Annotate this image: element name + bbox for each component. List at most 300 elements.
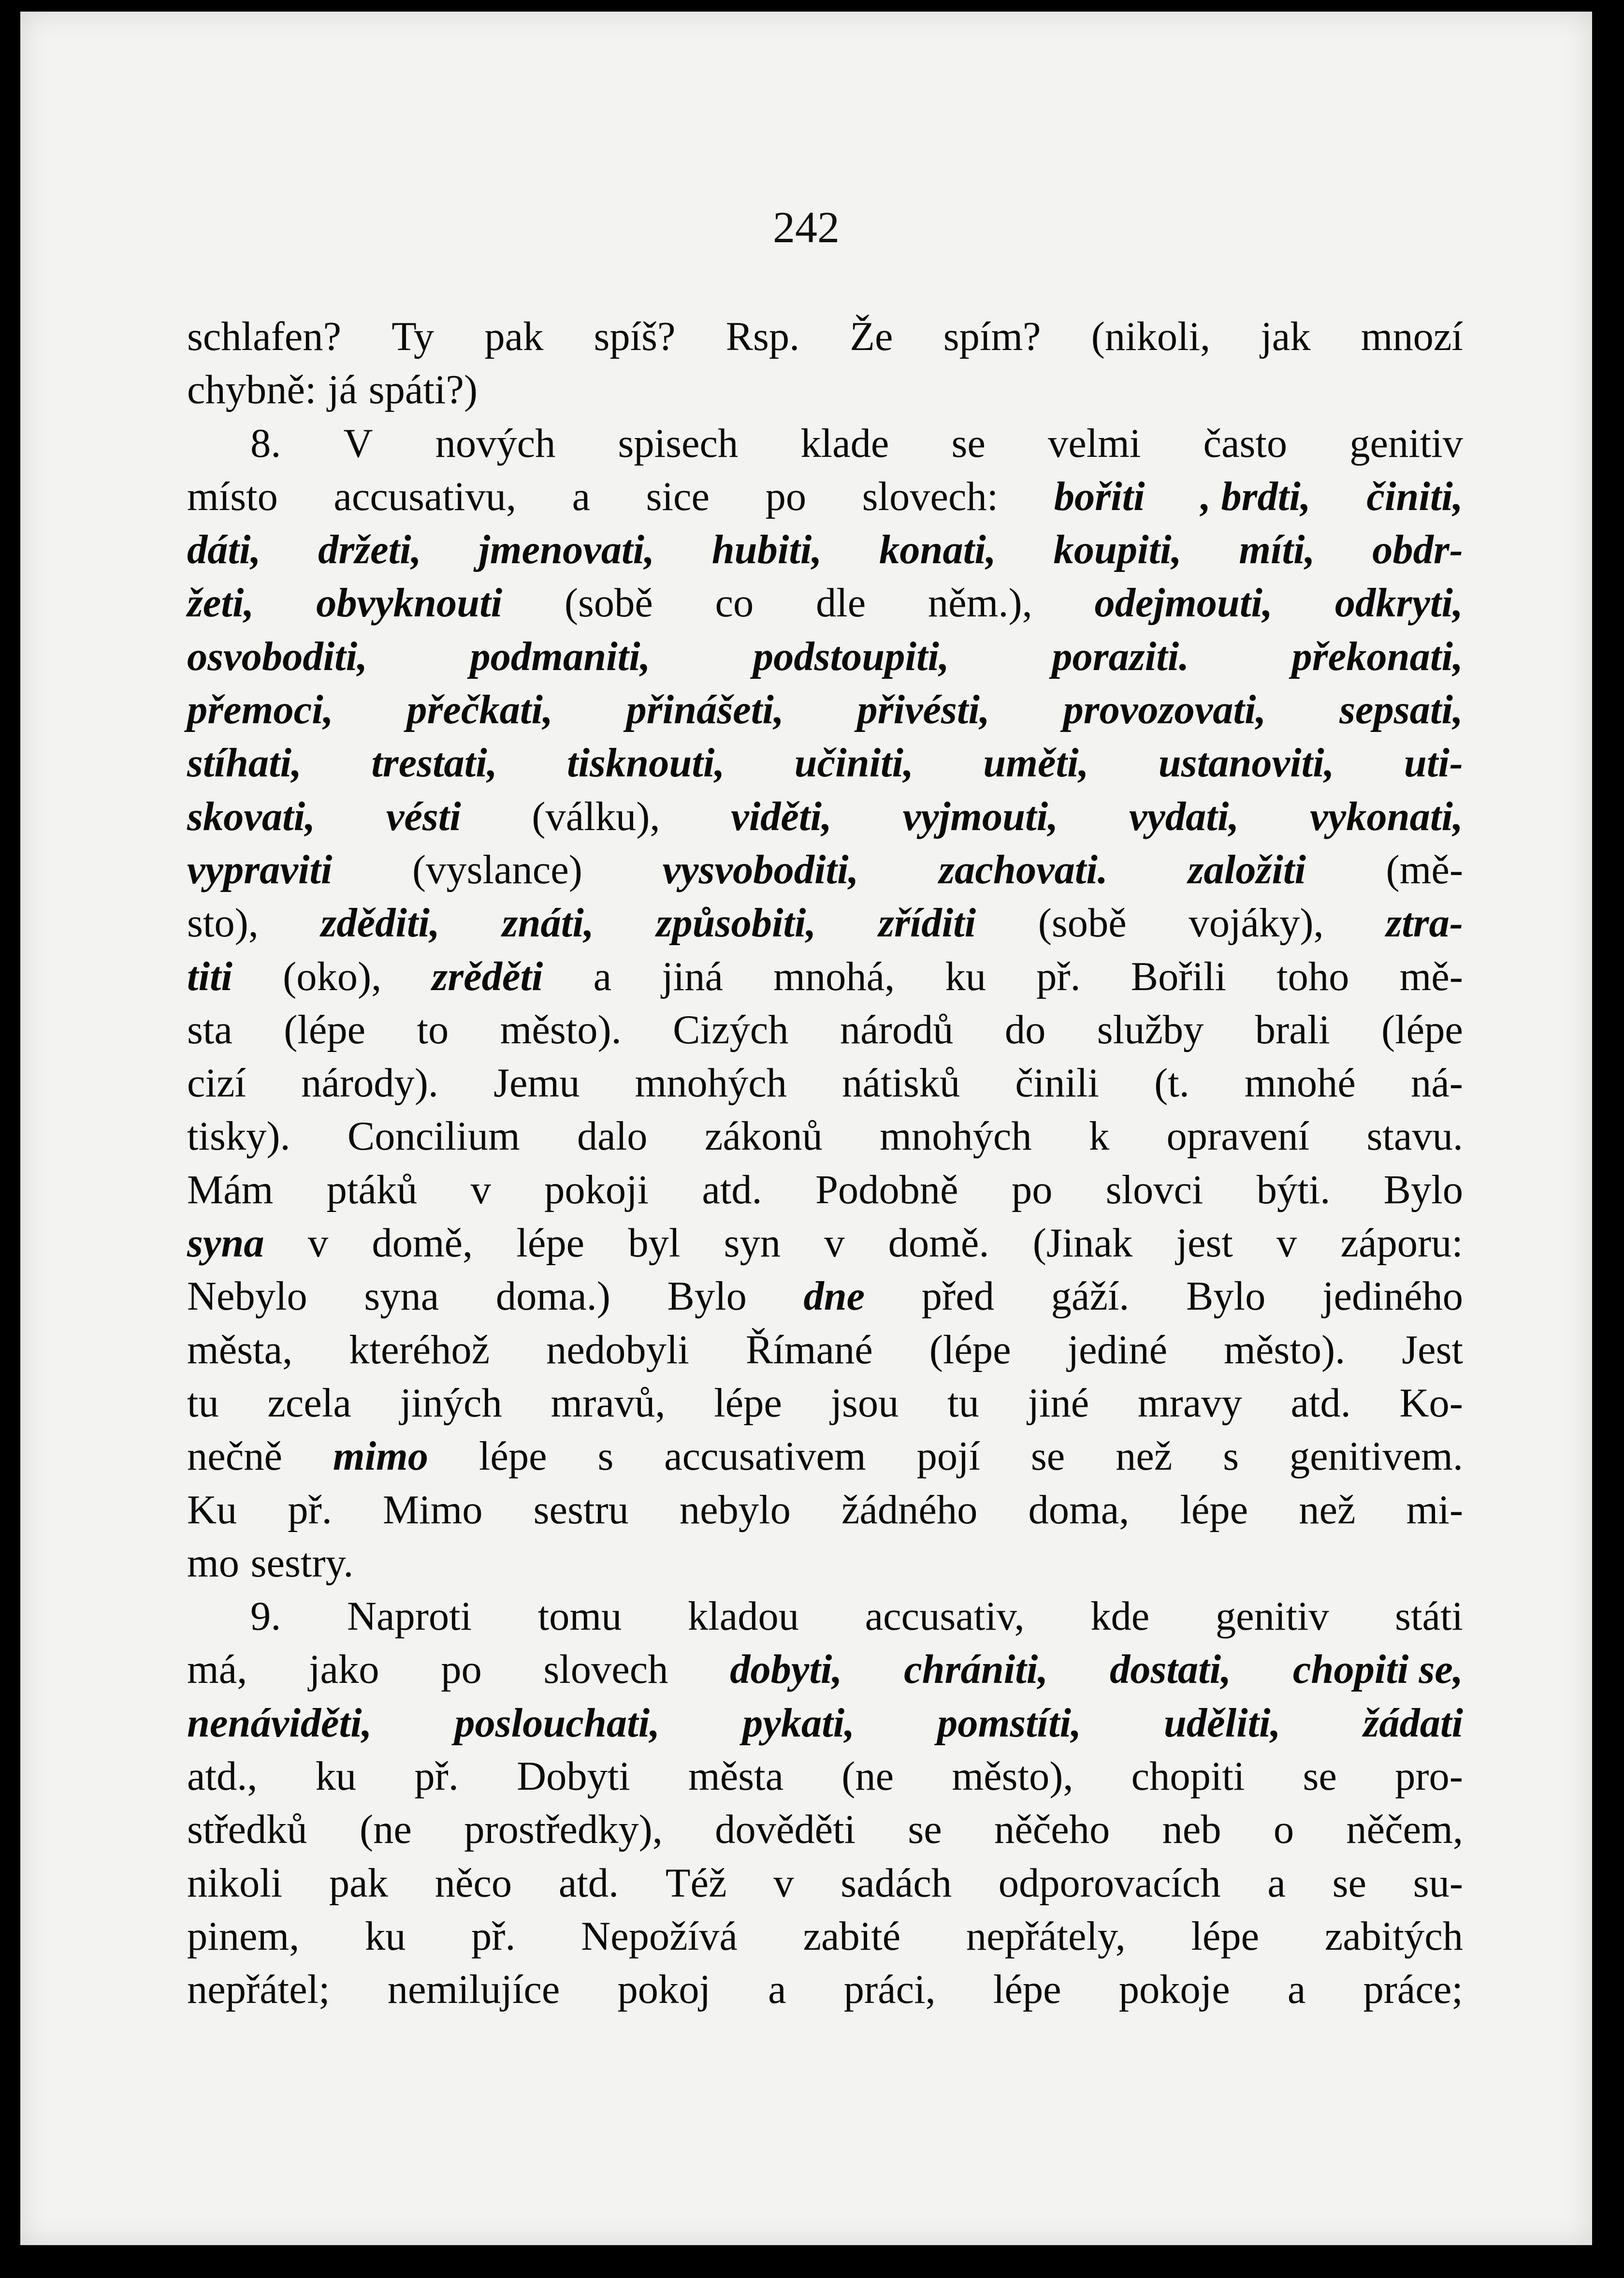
italic-word: dáti, — [187, 527, 261, 573]
word: kteréhož — [349, 1327, 490, 1373]
word: pokoji — [544, 1167, 649, 1212]
word: nebylo — [679, 1487, 791, 1533]
italic-word: mimo — [333, 1434, 429, 1479]
word: domě, — [372, 1221, 473, 1266]
word: Jemu — [493, 1061, 580, 1106]
word: s — [1223, 1434, 1239, 1479]
text-line — [187, 950, 1463, 1004]
word: záporu: — [1340, 1221, 1463, 1266]
word: o — [1273, 1807, 1294, 1853]
word: Podobně — [815, 1167, 958, 1212]
word: ná- — [1411, 1061, 1463, 1106]
word: práci, — [843, 1967, 936, 2013]
word: gáží. — [1051, 1274, 1130, 1319]
text-line — [187, 844, 1463, 897]
italic-word: vypraviti — [187, 847, 333, 892]
italic-word: poraziti. — [1052, 634, 1189, 679]
word: a — [572, 474, 591, 519]
word: mnozí — [1361, 314, 1463, 359]
word: (Jinak — [1032, 1221, 1133, 1266]
italic-word: přivésti, — [857, 687, 990, 733]
word: nátisků — [842, 1061, 960, 1106]
page-number: 242 — [773, 203, 840, 252]
word: kladou — [688, 1594, 799, 1639]
italic-word: učiniti, — [794, 741, 914, 786]
word: mnohých — [635, 1061, 787, 1106]
word: sestry. — [250, 1540, 354, 1586]
italic-word: trestati, — [371, 741, 497, 786]
word: sice — [646, 474, 710, 519]
word: (lépe — [1381, 1007, 1463, 1052]
text-line — [187, 790, 1463, 844]
word: genitivem. — [1289, 1434, 1463, 1479]
word: národy). — [301, 1061, 438, 1106]
word: zabité — [803, 1913, 901, 1959]
word: pokoje — [1118, 1967, 1230, 2013]
word: města — [688, 1754, 784, 1799]
italic-word: vysvoboditi, — [662, 847, 859, 892]
word: lépe — [478, 1434, 547, 1479]
word: lépe — [1191, 1913, 1260, 1959]
word: Ko- — [1399, 1380, 1463, 1426]
word: po — [1011, 1167, 1053, 1212]
word: lépe — [1180, 1487, 1248, 1533]
word: práce; — [1363, 1967, 1463, 2013]
word: př. — [414, 1754, 459, 1799]
text-line — [187, 1217, 1463, 1270]
italic-word: míti, — [1239, 527, 1315, 573]
body-text — [187, 310, 1463, 2017]
word: př. — [1036, 954, 1081, 999]
word: jiná — [662, 954, 723, 999]
word: něco — [435, 1860, 512, 1906]
italic-word: koupiti, — [1053, 527, 1182, 573]
italic-word: obdr- — [1372, 527, 1463, 573]
italic-word: hubiti, — [711, 527, 822, 573]
italic-word: nenáviděti, — [187, 1700, 372, 1746]
text-line — [187, 684, 1463, 737]
italic-word: , brdti, — [1201, 474, 1311, 519]
word: často — [1203, 421, 1288, 466]
word: před — [921, 1274, 994, 1319]
word: po — [765, 474, 807, 519]
word: vojáky), — [1189, 901, 1324, 946]
word: genitiv — [1215, 1594, 1329, 1639]
italic-word: zachovati. — [939, 847, 1108, 892]
word: prostředky), — [464, 1807, 663, 1853]
word: něčem, — [1346, 1807, 1463, 1853]
word: pokoj — [617, 1967, 710, 2013]
italic-word: chrániti, — [904, 1647, 1048, 1693]
word: Že — [850, 314, 893, 359]
word: př. — [288, 1487, 332, 1533]
word: se — [1303, 1754, 1337, 1799]
word: místo — [187, 474, 278, 519]
word: nikoli — [187, 1860, 283, 1906]
word: accusativem — [664, 1434, 866, 1479]
word: tu — [187, 1380, 219, 1426]
italic-word: dne — [803, 1274, 865, 1319]
word: Ty — [392, 314, 435, 359]
word: (ne — [360, 1807, 412, 1853]
word: stavu. — [1366, 1114, 1463, 1159]
word: spisech — [618, 421, 739, 466]
word: accusativ, — [865, 1594, 1025, 1639]
word: atd. — [558, 1860, 619, 1906]
word: tomu — [537, 1594, 622, 1639]
word: (mě- — [1386, 847, 1463, 892]
word: jediného — [1322, 1274, 1463, 1319]
italic-word: přečkati, — [406, 687, 553, 733]
italic-word: uti- — [1404, 741, 1463, 786]
italic-word: zděditi, — [320, 901, 440, 946]
italic-word: zrěděti — [432, 954, 543, 999]
text-line — [187, 1697, 1463, 1750]
italic-word: překonati, — [1291, 634, 1463, 679]
book-page — [20, 12, 1592, 2245]
word: v — [824, 1221, 845, 1266]
word: Mimo — [382, 1487, 483, 1533]
italic-word: způsobiti, — [656, 901, 816, 946]
word: (lépe — [284, 1007, 366, 1052]
word: syn — [724, 1221, 781, 1266]
word: klade — [800, 421, 889, 466]
text-line — [187, 310, 1463, 364]
word: národů — [840, 1007, 954, 1052]
word: žádného — [841, 1487, 978, 1533]
word: kde — [1090, 1594, 1150, 1639]
word: jediné — [1067, 1327, 1168, 1373]
word: v — [307, 1221, 329, 1266]
word: zákonů — [704, 1114, 823, 1159]
word: syna — [364, 1274, 439, 1319]
word: (t. — [1154, 1061, 1189, 1106]
word: Jest — [1402, 1327, 1463, 1373]
word: po — [441, 1647, 482, 1693]
text-line — [187, 470, 1463, 524]
italic-word: osvoboditi, — [187, 634, 368, 679]
word: Naproti — [347, 1594, 472, 1639]
word: pro- — [1395, 1754, 1463, 1799]
word: já — [328, 367, 358, 413]
italic-word: vésti — [386, 794, 461, 839]
word: jest — [1176, 1221, 1233, 1266]
italic-word: ztra- — [1386, 901, 1463, 946]
word: Ku — [187, 1487, 237, 1533]
word: lépe — [714, 1380, 782, 1426]
word: lépe — [993, 1967, 1061, 2013]
word: v — [470, 1167, 491, 1212]
word: to — [417, 1007, 449, 1052]
word: Bořili — [1131, 954, 1226, 999]
word: ku — [945, 954, 986, 999]
word: něčeho — [994, 1807, 1110, 1853]
text-line — [187, 1963, 1463, 2016]
italic-word: viděti, — [731, 794, 832, 839]
word: pak — [329, 1860, 388, 1906]
text-line — [187, 1643, 1463, 1696]
italic-word: uměti, — [983, 741, 1089, 786]
word: nových — [435, 421, 556, 466]
text-line — [187, 364, 1463, 417]
word: domě. — [888, 1221, 989, 1266]
italic-word: podmaniti, — [470, 634, 651, 679]
word: (ne — [841, 1754, 894, 1799]
word: genitiv — [1349, 421, 1463, 466]
word: nečně — [187, 1434, 283, 1479]
italic-word: konati, — [879, 527, 996, 573]
italic-word: stíhati, — [187, 741, 302, 786]
word: zcela — [267, 1380, 351, 1426]
word: toho — [1276, 954, 1349, 999]
word: pak — [484, 314, 544, 359]
word: doma.) — [495, 1274, 610, 1319]
word: atd. — [1290, 1380, 1351, 1426]
italic-word: vyjmouti, — [902, 794, 1058, 839]
word: (válku), — [532, 794, 660, 839]
text-line — [187, 1803, 1463, 1856]
word: mnohá, — [773, 954, 895, 999]
word: sta — [187, 1007, 232, 1052]
word: se — [1332, 1860, 1366, 1906]
word: slovech — [543, 1647, 668, 1693]
word: se — [951, 421, 986, 466]
text-line — [187, 1750, 1463, 1803]
word: dověděti — [715, 1807, 856, 1853]
word: Bylo — [1383, 1167, 1463, 1212]
italic-word: uděliti, — [1163, 1700, 1281, 1746]
italic-word: titi — [187, 954, 232, 999]
word: nepřátely, — [966, 1913, 1126, 1959]
word: jak — [1261, 314, 1311, 359]
word: atd. — [702, 1167, 762, 1212]
text-line — [187, 524, 1463, 577]
word: odporovacích — [998, 1860, 1221, 1906]
word: a — [1287, 1967, 1306, 2013]
text-line — [187, 1910, 1463, 1963]
word: tu — [947, 1380, 979, 1426]
italic-word: přemoci, — [187, 687, 334, 733]
word: pojí — [916, 1434, 981, 1479]
word: doma, — [1028, 1487, 1130, 1533]
word: mě- — [1399, 954, 1463, 999]
italic-word: syna — [187, 1221, 264, 1266]
word: co — [715, 581, 754, 626]
word: jiné — [1028, 1380, 1089, 1426]
italic-word: podstoupiti, — [753, 634, 950, 679]
word: slovech: — [862, 474, 999, 519]
word: sestru — [533, 1487, 629, 1533]
text-line — [187, 737, 1463, 790]
text-line — [187, 1164, 1463, 1217]
word: město), — [952, 1754, 1073, 1799]
word: středků — [187, 1807, 307, 1853]
word: 9. — [250, 1594, 281, 1639]
word: cizí — [187, 1061, 246, 1106]
word: Též — [665, 1860, 727, 1906]
word: chybně: — [187, 367, 317, 413]
word: sto), — [187, 901, 259, 946]
word: Bylo — [667, 1274, 747, 1319]
italic-word: žádati — [1363, 1700, 1463, 1746]
word: su- — [1413, 1860, 1463, 1906]
word: ptáků — [326, 1167, 418, 1212]
text-line — [187, 1110, 1463, 1163]
word: mi- — [1406, 1487, 1463, 1533]
italic-word: obvyknouti — [316, 581, 503, 626]
word: činili — [1015, 1061, 1099, 1106]
word: Nepožívá — [581, 1913, 738, 1959]
italic-word: odkryti, — [1334, 581, 1463, 626]
text-line — [187, 630, 1463, 684]
word: sadách — [841, 1860, 952, 1906]
word: se — [1030, 1434, 1065, 1479]
text-line — [187, 1484, 1463, 1537]
word: schlafen? — [187, 314, 342, 359]
word: atd., — [187, 1754, 258, 1799]
word: do — [1004, 1007, 1046, 1052]
italic-word: držeti, — [318, 527, 421, 573]
italic-word: skovati, — [187, 794, 316, 839]
text-line — [187, 1270, 1463, 1323]
text-line — [187, 1324, 1463, 1377]
text-line — [187, 1377, 1463, 1430]
italic-word: pykati, — [742, 1700, 855, 1746]
word: města, — [187, 1327, 293, 1373]
word: tisky). — [187, 1114, 290, 1159]
text-line — [187, 1590, 1463, 1643]
word: nemilujíce — [387, 1967, 560, 2013]
word: v — [773, 1860, 794, 1906]
word: a — [593, 954, 612, 999]
word: mravy — [1137, 1380, 1242, 1426]
italic-word: činiti, — [1366, 474, 1463, 519]
word: spíš? — [594, 314, 676, 359]
word: Dobyti — [517, 1754, 630, 1799]
word: velmi — [1047, 421, 1141, 466]
word: a — [1267, 1860, 1286, 1906]
italic-word: odejmouti, — [1094, 581, 1273, 626]
italic-word: sepsati, — [1339, 687, 1463, 733]
text-line — [187, 417, 1463, 470]
word: státi — [1395, 1594, 1463, 1639]
word: dalo — [577, 1114, 648, 1159]
word: accusativu, — [334, 474, 517, 519]
italic-word: zříditi — [878, 901, 976, 946]
italic-word: jmenovati, — [478, 527, 655, 573]
italic-word: dobyti, — [730, 1647, 842, 1693]
italic-word: bořiti — [1054, 474, 1145, 519]
italic-word: vydati, — [1129, 794, 1239, 839]
word: něm.), — [928, 581, 1032, 626]
word: nedobyli — [546, 1327, 689, 1373]
word: má, — [187, 1647, 247, 1693]
italic-word: poslouchati, — [454, 1700, 660, 1746]
word: brali — [1255, 1007, 1330, 1052]
word: (lépe — [929, 1327, 1011, 1373]
word: jako — [309, 1647, 379, 1693]
word: (oko), — [283, 954, 382, 999]
word: se — [908, 1807, 942, 1853]
word: dle — [815, 581, 866, 626]
word: V — [343, 421, 373, 466]
word: slovci — [1105, 1167, 1204, 1212]
word: mnohých — [880, 1114, 1032, 1159]
word: neb — [1162, 1807, 1221, 1853]
italic-word: vykonati, — [1310, 794, 1463, 839]
italic-word: znáti, — [502, 901, 594, 946]
word: opravení — [1166, 1114, 1310, 1159]
italic-word: provozovati, — [1063, 687, 1266, 733]
word: s — [597, 1434, 614, 1479]
text-line — [187, 1057, 1463, 1110]
word: Rsp. — [725, 314, 800, 359]
italic-word: dostati, — [1110, 1647, 1232, 1693]
text-line — [187, 897, 1463, 950]
word: Concilium — [347, 1114, 520, 1159]
word: k — [1088, 1114, 1110, 1159]
word: jsou — [830, 1380, 899, 1426]
word: pinem, — [187, 1913, 300, 1959]
word: Bylo — [1186, 1274, 1266, 1319]
word: město). — [500, 1007, 622, 1052]
word: a — [768, 1967, 786, 2013]
word: jiných — [400, 1380, 502, 1426]
italic-word: založiti — [1188, 847, 1306, 892]
word: byl — [628, 1221, 681, 1266]
word: zabitých — [1324, 1913, 1463, 1959]
word: nepřátel; — [187, 1967, 330, 2013]
italic-word: ustanoviti, — [1158, 741, 1334, 786]
italic-word: tisknouti, — [567, 741, 725, 786]
word: spím? — [943, 314, 1041, 359]
word: v — [1276, 1221, 1297, 1266]
text-line — [187, 1537, 1463, 1590]
word: lépe — [516, 1221, 585, 1266]
word: Římané — [745, 1327, 873, 1373]
word: (vyslance) — [412, 847, 582, 892]
word: služby — [1097, 1007, 1204, 1052]
word: př. — [471, 1913, 516, 1959]
word: než — [1116, 1434, 1173, 1479]
word: město). — [1224, 1327, 1346, 1373]
text-line — [187, 1857, 1463, 1910]
italic-word: chopiti se, — [1292, 1647, 1463, 1693]
word: spáti?) — [368, 367, 478, 413]
word: Mám — [187, 1167, 274, 1212]
text-line — [187, 1430, 1463, 1483]
word: (nikoli, — [1091, 314, 1211, 359]
text-line — [187, 577, 1463, 630]
word: býti. — [1256, 1167, 1331, 1212]
word: ku — [364, 1913, 406, 1959]
italic-word: přinášeti, — [626, 687, 784, 733]
word: (sobě — [1038, 901, 1127, 946]
word: Cizých — [673, 1007, 789, 1052]
word: ku — [315, 1754, 357, 1799]
italic-word: žeti, — [187, 581, 254, 626]
word: (sobě — [564, 581, 653, 626]
word: mravů, — [551, 1380, 666, 1426]
text-line — [187, 1004, 1463, 1057]
word: Nebylo — [187, 1274, 307, 1319]
word: mnohé — [1244, 1061, 1356, 1106]
word: 8. — [250, 421, 281, 466]
word: chopiti — [1131, 1754, 1245, 1799]
word: než — [1299, 1487, 1356, 1533]
italic-word: pomstíti, — [937, 1700, 1082, 1746]
word: mo — [187, 1540, 239, 1586]
